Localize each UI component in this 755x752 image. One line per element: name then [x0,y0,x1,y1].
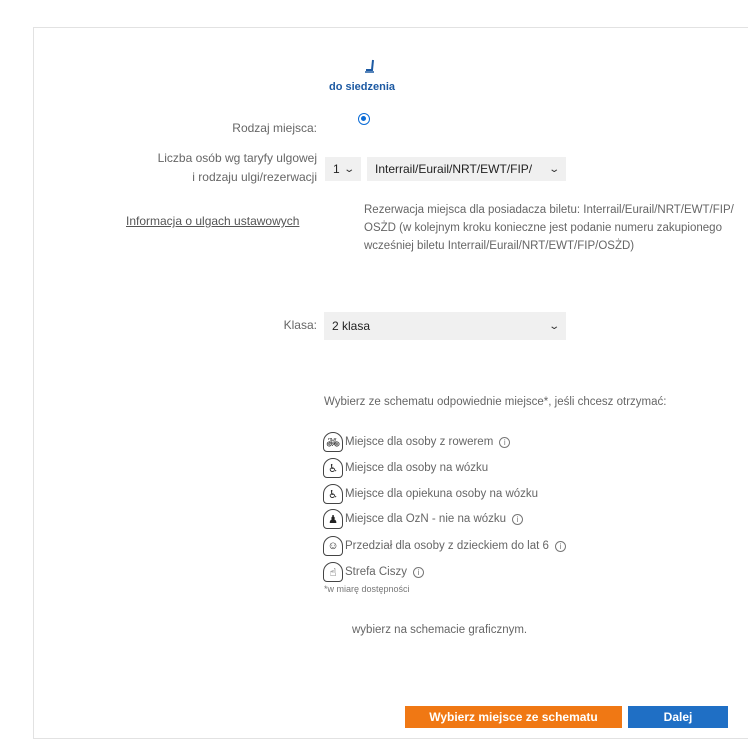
chevron-down-icon: ⌄ [547,320,560,332]
quiet-zone-icon: ☝︎ [323,562,343,582]
feature-label: Przedział dla osoby z dzieckiem do lat 6 [345,540,549,552]
bicycle-icon: 🚲︎ [323,432,343,452]
chevron-down-icon: ⌄ [547,163,560,175]
feature-label: Miejsce dla osoby z rowerem [345,436,494,448]
fare-type-select[interactable] [367,157,566,181]
feature-disabled-person [323,508,523,530]
class-value: 2 klasa [332,319,371,333]
info-icon[interactable]: i [499,437,510,448]
seat-type-radio[interactable] [358,113,370,125]
feature-label: Strefa Ciszy [345,566,407,578]
choose-seat-from-schema-button[interactable]: Wybierz miejsce ze schematu [405,706,622,728]
passengers-label-line1: Liczba osób wg taryfy ulgowej [157,151,317,165]
info-icon[interactable]: i [413,567,424,578]
wheelchair-icon: ♿︎ [323,458,343,478]
feature-label: Miejsce dla opiekuna osoby na wózku [345,488,539,500]
feature-caregiver [323,483,538,505]
info-icon[interactable]: i [555,541,566,552]
passenger-count-select[interactable] [325,157,361,181]
disabled-person-icon: ♟︎ [323,509,343,529]
class-select[interactable] [324,312,566,340]
next-button[interactable]: Dalej [628,706,728,728]
class-label: Klasa: [283,318,317,332]
feature-wheelchair [323,457,488,479]
passengers-label-line2: i rodzaju ulgi/rezerwacji [192,170,317,184]
seat-type-label: Rodzaj miejsca: [232,121,317,135]
feature-quiet-zone [323,561,424,583]
seat-option-caption[interactable]: do siedzenia [329,81,396,93]
seat-icon[interactable] [364,59,376,73]
feature-bicycle [323,431,510,453]
availability-footnote: *w miarę dostępności [324,584,410,594]
caregiver-icon: ♿︎ [323,484,343,504]
feature-label: Miejsce dla OzN - nie na wózku [345,513,507,525]
fare-type-value: Interrail/Eurail/NRT/EWT/FIP/ [375,162,533,176]
info-icon[interactable]: i [512,514,523,525]
chevron-down-icon: ⌄ [342,163,355,175]
graphic-schema-note: wybierz na schemacie graficznym. [352,624,528,636]
passenger-count-value: 1 [333,162,340,176]
child-icon: ☺︎ [323,536,343,556]
feature-label: Miejsce dla osoby na wózku [345,462,489,474]
schema-prompt: Wybierz ze schematu odpowiednie miejsce*, jeśli chcesz otrzymać: [324,396,667,408]
feature-child [323,535,566,557]
fare-info-text: Rezerwacja miejsca dla posiadacza biletu: Interrail/Eurail/NRT/EWT/FIP/ OSŻD (w kolejnym kroku konieczne jest podanie numeru zakupionego wcześniej biletu Interrail/Eurail/NRT/EWT/FIP/OSŻD) [364,204,734,252]
statutory-discounts-link[interactable]: Informacja o ulgach ustawowych [126,214,300,228]
